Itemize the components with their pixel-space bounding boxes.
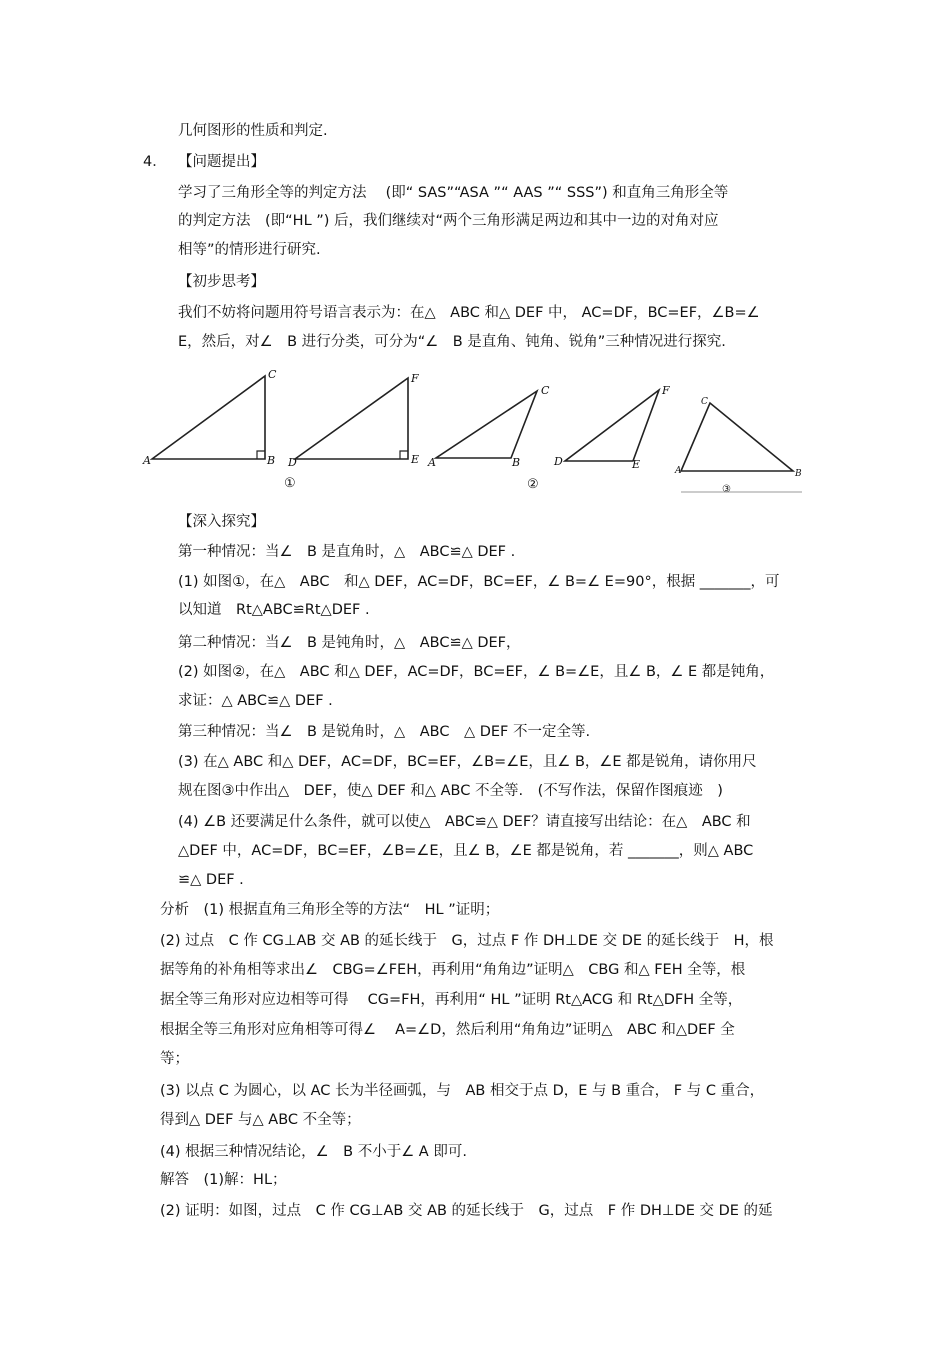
triangle-abc-right	[152, 376, 265, 459]
text-line: 学习了三角形全等的判定方法 (即“ SAS”“ASA ”“ AAS ”“ SSS”) 和直角三角形全等	[178, 185, 729, 201]
label-d1: D	[288, 456, 297, 469]
text-line: 我们不妨将问题用符号语言表示为：在△ ABC 和△ DEF 中， AC=DF，BC=EF，∠B=∠	[178, 305, 760, 321]
text-line: (4) 根据三种情况结论，∠ B 不小于∠ A 即可.	[160, 1144, 467, 1160]
text-line: 的判定方法 (即“HL ”) 后，我们继续对“两个三角形满足两边和其中一边的对角对应	[178, 213, 719, 229]
label-e2: E	[632, 458, 641, 471]
text-line: (4) ∠B 还要满足什么条件，就可以使△ ABC≌△ DEF？请直接写出结论：在△ ABC 和	[178, 814, 751, 830]
text-line: (1) 如图①，在△ ABC 和△ DEF，AC=DF，BC=EF，∠ B=∠ E=90°，根据 _______，可	[178, 574, 780, 590]
section-heading-problem: 【问题提出】	[178, 154, 265, 170]
triangle-def-right	[295, 378, 408, 459]
text-line: 得到△ DEF 与△ ABC 不全等；	[160, 1112, 361, 1128]
caption-fig2: ②	[527, 477, 539, 492]
text-line: 等；	[160, 1051, 189, 1067]
label-c3: C	[701, 397, 708, 407]
section-heading-initial: 【初步思考】	[178, 274, 265, 290]
text-line: E，然后，对∠ B 进行分类，可分为“∠ B 是直角、钝角、锐角”三种情况进行探究.	[178, 334, 726, 350]
caption-fig3: ③	[722, 484, 731, 495]
question-number: 4．	[143, 154, 167, 170]
answer-heading: 解答 (1)解：HL；	[160, 1172, 287, 1188]
label-f2: F	[662, 384, 670, 397]
label-c1: C	[268, 368, 277, 381]
text-line: (3) 以点 C 为圆心，以 AC 长为半径画弧，与 AB 相交于点 D，E 与 B 重合， F 与 C 重合，	[160, 1083, 765, 1099]
label-e1: E	[411, 453, 420, 466]
text-line: (2) 过点 C 作 CG⊥AB 交 AB 的延长线于 G，过点 F 作 DH⊥DE 交 DE 的延长线于 H，根	[160, 933, 774, 949]
text-line: (3) 在△ ABC 和△ DEF，AC=DF，BC=EF，∠B=∠E，且∠ B，∠E 都是锐角，请你用尺	[178, 754, 757, 770]
label-a3: A	[675, 466, 682, 476]
label-a2: A	[428, 456, 436, 469]
text-line: ≌△ DEF .	[178, 872, 244, 888]
label-d2: D	[554, 455, 563, 468]
label-f1: F	[411, 372, 419, 385]
text-line: 第三种情况：当∠ B 是锐角时，△ ABC △ DEF 不一定全等.	[178, 724, 591, 740]
label-c2: C	[541, 384, 550, 397]
label-b3: B	[795, 469, 802, 479]
text-line: 规在图③中作出△ DEF，使△ DEF 和△ ABC 不全等. (不写作法，保留作图痕迹 )	[178, 783, 723, 799]
text-line: 据等角的补角相等求出∠ CBG=∠FEH，再利用“角角边”证明△ CBG 和△ FEH 全等，根	[160, 962, 746, 978]
text-line: 据全等三角形对应边相等可得 CG=FH，再利用“ HL ”证明 Rt△ACG 和 Rt△DFH 全等，	[160, 992, 743, 1008]
text-line: (2) 证明：如图，过点 C 作 CG⊥AB 交 AB 的延长线于 G，过点 F 作 DH⊥DE 交 DE 的延	[160, 1203, 773, 1219]
triangle-abc-obtuse	[436, 391, 537, 458]
text-line: 第二种情况：当∠ B 是钝角时，△ ABC≌△ DEF，	[178, 635, 521, 651]
text-line: 相等”的情形进行研究.	[178, 242, 321, 258]
triangle-abc-acute	[681, 403, 793, 471]
text-line: 第一种情况：当∠ B 是直角时，△ ABC≌△ DEF .	[178, 544, 516, 560]
caption-fig1: ①	[284, 476, 296, 491]
text-line: 几何图形的性质和判定.	[178, 123, 328, 139]
label-b1: B	[267, 454, 276, 467]
label-b2: B	[512, 456, 521, 469]
triangle-def-obtuse	[565, 390, 659, 461]
text-line: (2) 如图②，在△ ABC 和△ DEF，AC=DF，BC=EF，∠ B=∠E，且∠ B，∠ E 都是钝角，	[178, 664, 775, 680]
section-heading-deep: 【深入探究】	[178, 514, 265, 530]
text-line: 求证：△ ABC≌△ DEF .	[178, 693, 333, 709]
text-line: △DEF 中，AC=DF，BC=EF，∠B=∠E，且∠ B，∠E 都是锐角，若 _______，则△ ABC	[178, 843, 754, 859]
analysis-heading: 分析 (1) 根据直角三角形全等的方法“ HL ”证明；	[160, 902, 500, 918]
text-line: 以知道 Rt△ABC≌Rt△DEF .	[178, 602, 370, 618]
label-a1: A	[143, 454, 151, 467]
text-line: 根据全等三角形对应角相等可得∠ A=∠D，然后利用“角角边”证明△ ABC 和△DEF 全	[160, 1022, 735, 1038]
triangle-figures	[138, 366, 810, 498]
